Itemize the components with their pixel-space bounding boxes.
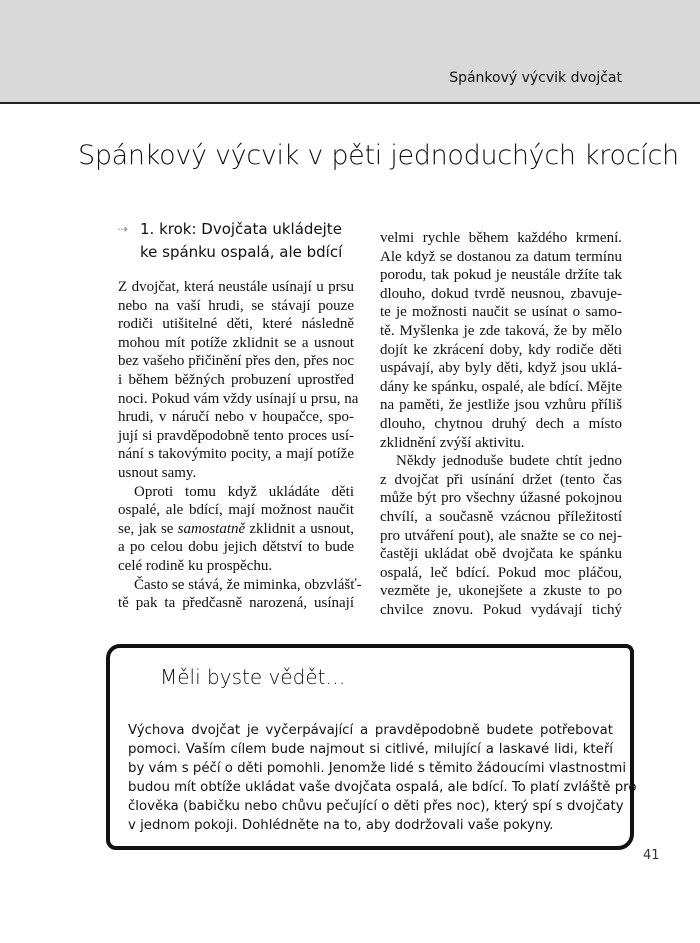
text-line: nebo na vaší hrudi, se stávají pouze: [118, 297, 354, 314]
paragraph: [380, 452, 622, 619]
text-line: v jednom pokoji. Dohlédněte na to, aby dodržovali vaše pokyny.: [128, 818, 554, 833]
text-segment: zklidnit a usnout,: [245, 520, 354, 537]
text-line: člověka (babičku nebo chůvu pečující o děti přes noc), který spí s dvojčaty: [128, 799, 624, 814]
left-column: [118, 278, 362, 613]
chapter-title: Spánkový výcvik v pěti jednoduchých krocích: [78, 140, 679, 171]
text-line: Výchova dvojčat je vyčerpávající a pravděpodobně budete potřebovat: [128, 723, 613, 738]
step-heading: [118, 218, 342, 264]
text-line: ospalé, ale bdící, mají možnost naučit: [118, 502, 354, 519]
text-line: chvilce znovu. Pokud vydávají tichý: [380, 601, 622, 618]
text-line: častěji ukládat obě dvojčata ke spánku: [380, 546, 622, 563]
text-line: tě. Myšlenka je zde taková, že by mělo: [380, 322, 622, 339]
text-line: jují si pravděpodobně tento proces usí-: [118, 427, 354, 444]
text-line: Oproti tomu když ukládáte děti: [134, 483, 354, 500]
text-line: celé rodině ku prospěchu.: [118, 557, 273, 574]
right-column: [380, 229, 622, 619]
text-line: dojít ke zkrácení doby, kdy rodiče děti: [380, 341, 622, 358]
text-line: na paměti, že jestliže jsou vzhůru příliš: [380, 397, 622, 414]
text-line: Někdy jednoduše budete chtít jedno: [396, 453, 622, 470]
text-segment: se, jak se: [118, 520, 178, 537]
text-line: uspávají, aby byly děti, když jsou uklá-: [380, 360, 622, 377]
text-line: chvílí, a současně vzácnou příležitostí: [380, 508, 622, 525]
text-line: i během běžných probuzení uprostřed: [118, 371, 354, 388]
text-line: pomoci. Vaším cílem bude najmout si citlivé, milující a laskavé lidi, kteří: [128, 742, 613, 757]
text-line: může být pro všechny úžasné pokojnou: [380, 490, 622, 507]
text-line: pro utváření pout), ale snažte se co nej-: [380, 527, 622, 544]
step-heading-line: 1. krok: Dvojčata ukládejte: [140, 220, 342, 238]
text-line: by vám s péčí o děti pomohli. Jenomže lidé s těmito žádoucími vlastnostmi: [128, 761, 627, 776]
text-line: rodiči utišitelné děti, které následně: [118, 316, 354, 333]
text-line: a po celou dobu jejich dětství to bude: [118, 539, 354, 556]
info-box-title: Měli byste vědět…: [160, 665, 346, 689]
dotted-arrow-icon: ⇢: [118, 222, 129, 236]
text-line: dlouho, dokud tvrdě neusnou, zbavuje-: [380, 285, 622, 302]
text-line: Z dvojčat, která neustále usínají u prsu: [118, 279, 354, 295]
paragraph: [118, 576, 362, 613]
page-number: 41: [643, 848, 660, 863]
paragraph: [118, 278, 359, 483]
running-title: Spánkový výcvik dvojčat: [449, 70, 622, 86]
text-line: bez vašeho přičinění přes den, přes noc: [118, 353, 354, 370]
step-heading-line: ke spánku ospalá, ale bdící: [140, 243, 343, 261]
text-line: tě pak ta předčasně narozená, usínají: [118, 595, 354, 612]
paragraph: [118, 483, 354, 576]
text-line: Často se stává, že miminka, obzvlášť-: [134, 576, 362, 593]
text-line: velmi rychle během každého krmení.: [380, 230, 622, 246]
paragraph: [380, 229, 622, 452]
text-line: porodu, tak pokud je neustále držíte tak: [380, 267, 622, 284]
text-line: Ale když se dostanou za datum termínu: [380, 248, 622, 265]
text-line: dlouho, chytnou druhý dech a místo: [380, 415, 622, 432]
text-line: budou mít obtíže ukládat vaše dvojčata ospalá, ale bdící. To platí zvláště pro: [128, 780, 637, 795]
text-line: zklidnění zvýší aktivitu.: [380, 434, 525, 451]
header-band: [0, 0, 700, 104]
text-line: vezměte je, ukonejšete a zkuste to po: [380, 583, 622, 600]
text-line: noci. Pokud vám vždy usínají u prsu, na: [118, 390, 359, 407]
text-line: usnout samy.: [118, 464, 197, 481]
text-line: te je možnosti naučit se usínat o samo-: [380, 304, 622, 321]
text-line: mohou mít potíže zklidnit se a usnout: [118, 334, 354, 351]
text-line: [118, 520, 354, 539]
info-box-body: [128, 721, 637, 835]
emphasis: samostatně: [177, 520, 246, 537]
text-line: nání s takovýmito pocity, a mají potíže: [118, 446, 354, 463]
text-line: hrudi, v náručí nebo v houpačce, spo-: [118, 409, 354, 426]
text-line: ospalá, leč bdící. Pokud moc pláčou,: [380, 564, 622, 581]
text-line: z dvojčat při usínání držet (tento čas: [380, 471, 622, 488]
text-line: dány ke spánku, ospalé, ale bdící. Mějte: [380, 378, 622, 395]
